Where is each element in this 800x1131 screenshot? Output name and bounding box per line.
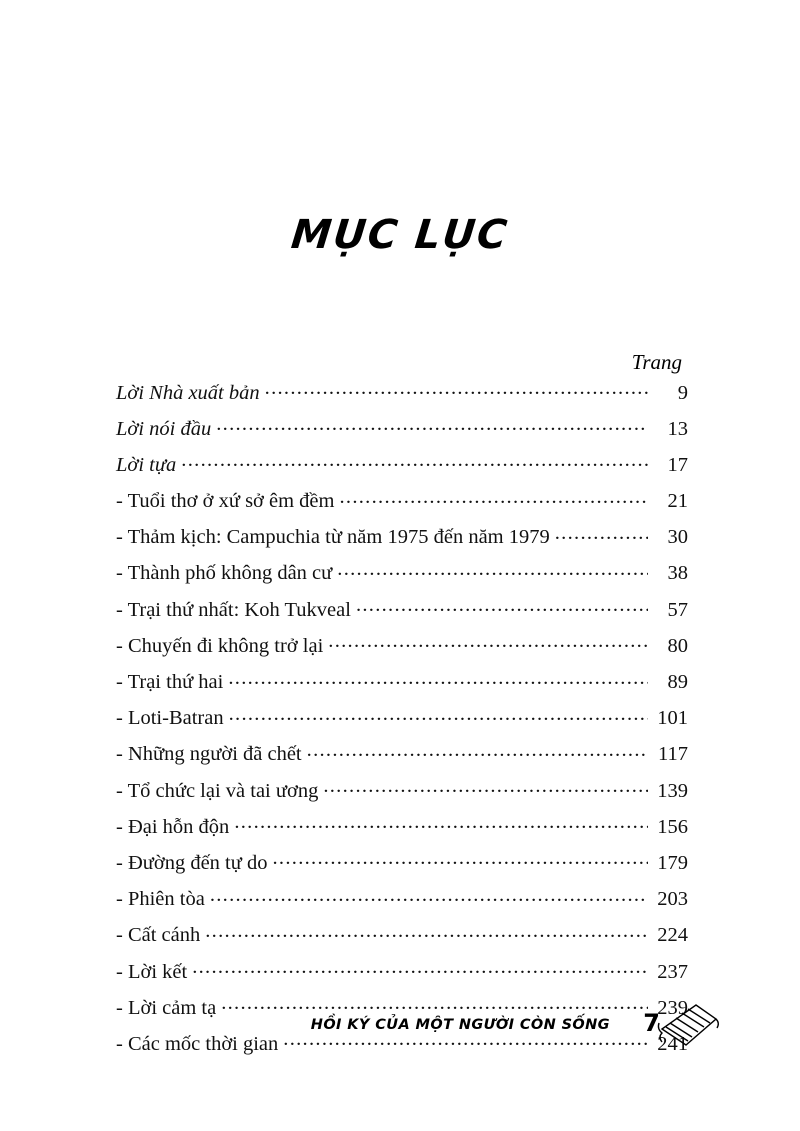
- toc-entry-page: 203: [657, 888, 688, 911]
- toc-entry-page: 224: [657, 924, 688, 947]
- toc-entry-label: - Những người đã chết: [116, 743, 302, 766]
- toc-entry-page: 89: [667, 671, 688, 693]
- toc-entry-label: - Các mốc thời gian: [116, 1032, 279, 1055]
- column-header-page-label: Trang: [631, 350, 682, 374]
- toc-leader-dots: [555, 523, 648, 544]
- toc-entry-page: 38: [667, 562, 688, 585]
- toc-entry[interactable]: [116, 668, 688, 704]
- toc-entry-page: 139: [657, 779, 688, 802]
- toc-leader-dots: [356, 595, 648, 616]
- toc-entry[interactable]: [116, 704, 688, 740]
- toc-entry-label: - Tổ chức lại và tai ương: [116, 779, 319, 802]
- toc-entry-page: 101: [657, 707, 688, 730]
- page-footer: [0, 1007, 800, 1053]
- toc-entry-page: 237: [657, 960, 688, 983]
- toc-leader-dots: [210, 885, 648, 906]
- toc-entry[interactable]: [116, 378, 688, 414]
- toc-entry-label: - Trại thứ nhất: Koh Tukveal: [116, 598, 351, 621]
- toc-entry-page: 179: [657, 851, 688, 874]
- toc-entry[interactable]: [116, 523, 688, 559]
- toc-entry[interactable]: [116, 559, 688, 595]
- film-strip-icon: [656, 1001, 722, 1053]
- toc-entry-page: 30: [667, 526, 688, 549]
- toc-entry[interactable]: [116, 812, 688, 848]
- toc-leader-dots: [234, 812, 648, 833]
- toc-leader-dots: [229, 704, 648, 725]
- toc-entry-label: - Thảm kịch: Campuchia từ năm 1975 đến năm 1979: [116, 526, 550, 549]
- page-number: 7: [643, 1009, 660, 1037]
- toc-entry[interactable]: [116, 595, 688, 631]
- toc-entry-page: 117: [658, 743, 688, 766]
- toc-leader-dots: [205, 921, 648, 942]
- table-of-contents: [116, 378, 688, 1066]
- toc-entry-label: - Lời kết: [116, 960, 188, 983]
- toc-leader-dots: [273, 848, 649, 869]
- toc-leader-dots: [323, 776, 648, 797]
- toc-entry-label: - Chuyến đi không trở lại: [116, 634, 324, 657]
- toc-leader-dots: [328, 631, 648, 652]
- toc-entry-label: - Tuổi thơ ở xứ sở êm đềm: [116, 490, 335, 513]
- toc-entry[interactable]: [116, 921, 688, 957]
- toc-entry[interactable]: [116, 957, 688, 993]
- toc-entry[interactable]: [116, 740, 688, 776]
- toc-entry-label: - Đường đến tự do: [116, 851, 268, 874]
- toc-leader-dots: [192, 957, 648, 978]
- toc-entry-page: 57: [667, 598, 688, 621]
- toc-entry[interactable]: [116, 885, 688, 921]
- toc-entry-page: 21: [667, 490, 688, 513]
- page-title: MỤC LỤC: [289, 212, 511, 258]
- toc-entry[interactable]: [116, 776, 688, 812]
- toc-entry[interactable]: [116, 450, 688, 486]
- toc-leader-dots: [216, 414, 648, 435]
- toc-entry-label: - Trại thứ hai: [116, 671, 224, 693]
- toc-entry-label: Lời tựa: [116, 453, 177, 476]
- toc-entry-label: - Thành phố không dân cư: [116, 562, 333, 585]
- toc-entry-label: - Loti-Batran: [116, 707, 224, 730]
- toc-entry-page: 241: [657, 1032, 688, 1055]
- toc-leader-dots: [265, 378, 648, 399]
- toc-entry-page: 239: [657, 996, 688, 1019]
- toc-entry-label: - Đại hỗn độn: [116, 815, 230, 838]
- toc-entry-label: - Cất cánh: [116, 924, 201, 947]
- toc-entry-page: 17: [667, 453, 688, 476]
- toc-entry-page: 80: [667, 634, 688, 657]
- toc-entry-page: 13: [667, 417, 688, 440]
- toc-entry-label: Lời Nhà xuất bản: [116, 381, 260, 404]
- toc-entry-label: Lời nói đầu: [116, 417, 212, 440]
- toc-entry[interactable]: [116, 631, 688, 667]
- toc-entry-label: - Lời cảm tạ: [116, 996, 217, 1019]
- toc-entry[interactable]: [116, 414, 688, 450]
- toc-entry-page: 156: [657, 815, 688, 838]
- toc-leader-dots: [337, 559, 648, 580]
- toc-leader-dots: [339, 487, 648, 508]
- toc-leader-dots: [228, 668, 648, 689]
- toc-entry[interactable]: [116, 487, 688, 523]
- toc-leader-dots: [307, 740, 648, 761]
- toc-leader-dots: [181, 450, 648, 471]
- toc-entry-page: 9: [677, 381, 688, 404]
- toc-entry[interactable]: [116, 848, 688, 884]
- toc-entry-label: - Phiên tòa: [116, 888, 205, 911]
- running-title: HỒI KÝ CỦA MỘT NGƯỜI CÒN SỐNG: [310, 1017, 610, 1033]
